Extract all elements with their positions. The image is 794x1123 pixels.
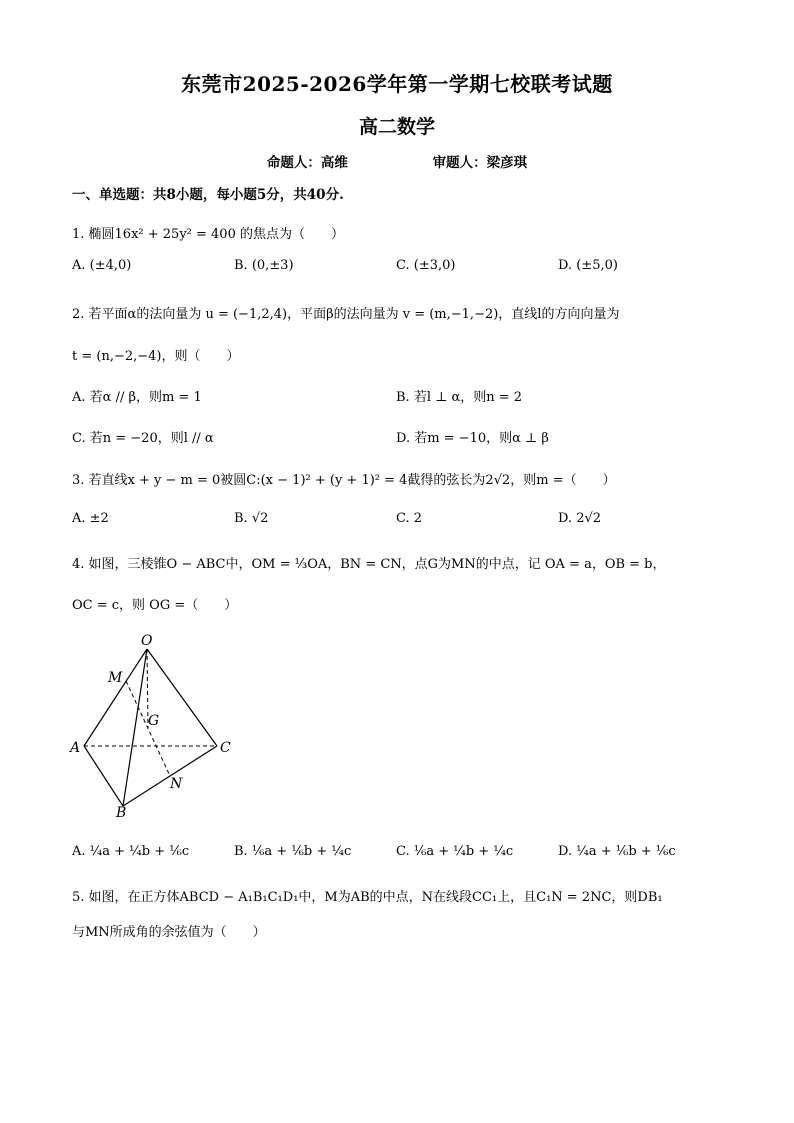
q2-option-b: B. 若l ⊥ α，则n = 2 [396,390,523,405]
q4-option-c: C. ⅙a + ¼b + ¼c [396,844,514,859]
q2-stem-1: 2. 若平面α的法向量为 u = (−1,2,4)，平面β的法向量为 v = (m,−1,−2)，直线l的方向向量为 [72,307,620,322]
q4-option-a: A. ¼a + ¼b + ⅙c [72,844,190,859]
q5-stem-1: 5. 如图，在正方体ABCD − A₁B₁C₁D₁中，M为AB的中点，N在线段CC₁上，且C₁N = 2NC，则DB₁ [72,890,663,905]
label-c: C [220,740,231,756]
q3-option-c: C. 2 [396,511,423,526]
q4-stem-2: OC = c，则 OG =（ ） [72,598,238,613]
exam-subject: 高二数学 [358,116,435,138]
label-a: A [70,740,81,756]
label-n: N [170,776,183,792]
author-label: 命题人：高维 [266,155,348,171]
label-m: M [108,670,123,686]
q1-option-a: A. (±4,0) [72,258,132,273]
reviewer-label: 审题人：梁彦琪 [432,155,528,171]
label-g: G [148,713,160,729]
q1-stem: 1. 椭圆16x² + 25y² = 400 的焦点为（ ） [72,227,344,242]
q4-stem-1: 4. 如图，三棱锥O − ABC中，OM = ⅓OA，BN = CN，点G为MN的中点，记 OA = a，OB = b， [72,557,666,572]
q3-option-a: A. ±2 [72,511,109,526]
q1-option-b: B. (0,±3) [234,258,294,273]
q4-option-b: B. ⅙a + ⅙b + ¼c [234,844,352,859]
exam-title: 东莞市2025-2026学年第一学期七校联考试题 [181,72,613,96]
q3-option-b: B. √2 [234,511,269,526]
exam-authors [0,151,794,171]
q2-stem-2: t = (n,−2,−4)，则（ ） [72,349,240,364]
q3-stem: 3. 若直线x + y − m = 0被圆C:(x − 1)² + (y + 1)² = 4截得的弦长为2√2，则m =（ ） [72,473,616,488]
q2-option-d: D. 若m = −10，则α ⊥ β [396,431,549,446]
q4-option-d: D. ¼a + ⅙b + ⅙c [558,844,676,859]
q1-option-d: D. (±5,0) [558,258,618,273]
section-heading: 一、单选题：共8小题，每小题5分，共40分. [72,187,344,203]
q3-option-d: D. 2√2 [558,511,602,526]
q2-option-c: C. 若n = −20，则l // α [72,431,214,446]
q1-option-c: C. (±3,0) [396,258,456,273]
q5-stem-2: 与MN所成角的余弦值为（ ） [72,925,266,940]
tetrahedron-figure [60,628,250,827]
label-b: B [116,805,127,821]
q2-option-a: A. 若α // β，则m = 1 [72,390,202,405]
label-o: O [141,633,153,649]
